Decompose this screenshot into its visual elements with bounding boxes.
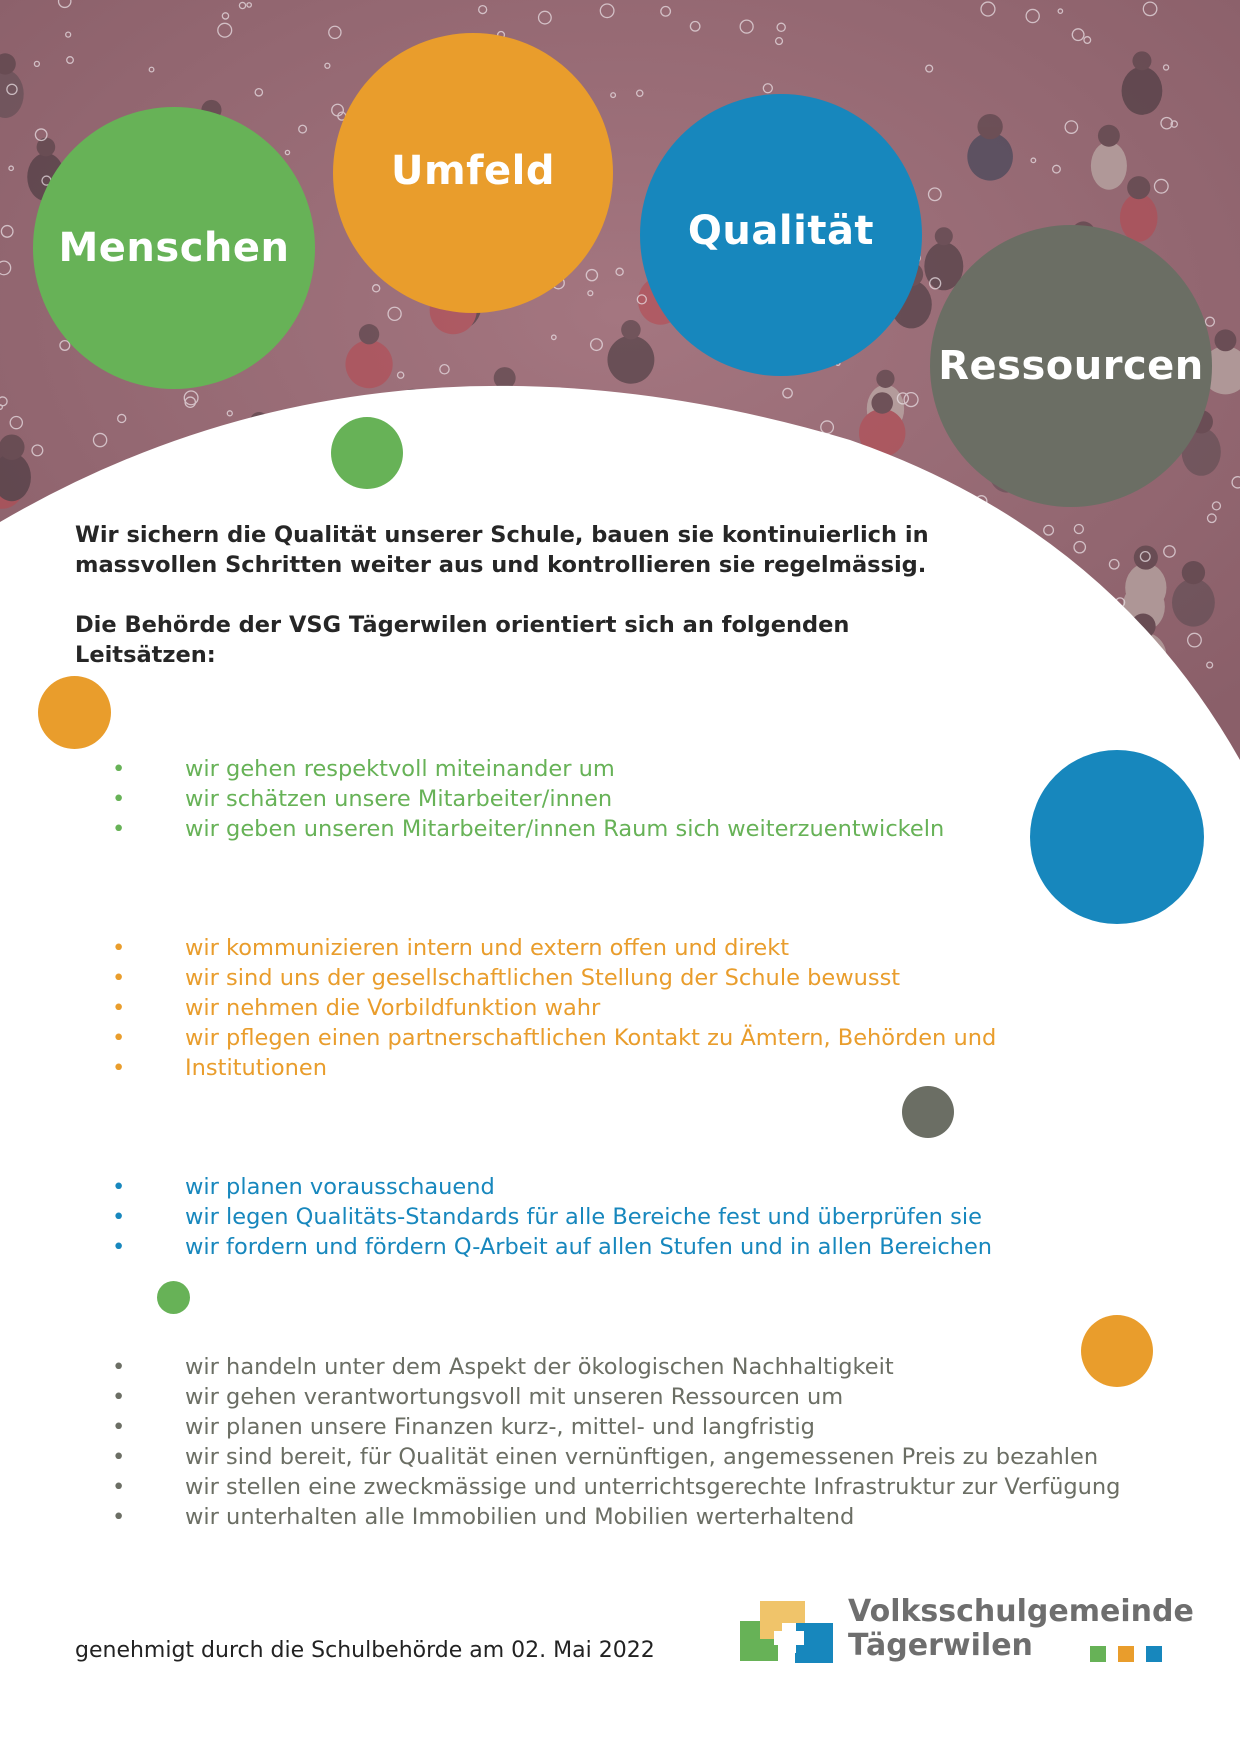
circle-menschen	[33, 107, 315, 389]
list-item-text: wir schätzen unsere Mitarbeiter/innen	[185, 786, 613, 812]
intro-line-1: Wir sichern die Qualität unserer Schule, bauen sie kontinuierlich in	[75, 522, 929, 548]
bullet-icon: •	[112, 786, 126, 812]
decor-dot-green	[331, 417, 403, 489]
list-item	[100, 993, 996, 1023]
list-item	[100, 1412, 1120, 1442]
bullet-icon: •	[112, 1234, 126, 1260]
logo-line-1: Volksschulgemeinde	[848, 1594, 1194, 1629]
bullet-icon: •	[112, 965, 126, 991]
circle-umfeld	[333, 33, 613, 313]
list-item-text: wir sind uns der gesellschaftlichen Stellung der Schule bewusst	[185, 965, 901, 991]
list-item	[100, 1352, 1120, 1382]
logo-mark	[740, 1601, 840, 1671]
ressourcen-list	[100, 1352, 1120, 1532]
intro-line-2: massvollen Schritten weiter aus und kontrollieren sie regelmässig.	[75, 552, 927, 578]
list-item-text: wir unterhalten alle Immobilien und Mobilien werterhaltend	[185, 1504, 855, 1530]
list-item	[100, 1172, 992, 1202]
circle-qualitaet-label: Qualität	[687, 208, 875, 254]
list-item-text: wir kommunizieren intern und extern offen und direkt	[185, 935, 790, 961]
list-item-text: wir gehen respektvoll miteinander um	[185, 756, 615, 782]
list-item	[100, 933, 996, 963]
bullet-icon: •	[112, 1414, 126, 1440]
list-item	[100, 1053, 996, 1083]
list-item	[100, 1472, 1120, 1502]
list-item-text: wir fordern und fördern Q-Arbeit auf allen Stufen und in allen Bereichen	[185, 1234, 993, 1260]
list-item-text: wir gehen verantwortungsvoll mit unseren Ressourcen um	[185, 1384, 844, 1410]
logo	[738, 1594, 1194, 1675]
bullet-icon: •	[112, 1444, 126, 1470]
bullet-icon: •	[112, 1504, 126, 1530]
bullet-icon: •	[112, 1204, 126, 1230]
list-item	[100, 1442, 1120, 1472]
qualitaet-list	[100, 1172, 992, 1262]
umfeld-list	[100, 933, 996, 1083]
list-item-text: wir legen Qualitäts-Standards für alle Bereiche fest und überprüfen sie	[185, 1204, 982, 1230]
bullet-icon: •	[112, 1384, 126, 1410]
list-item-text: wir geben unseren Mitarbeiter/innen Raum sich weiterzuentwickeln	[185, 816, 945, 842]
bullet-icon: •	[112, 1055, 126, 1081]
bullet-icon: •	[112, 1474, 126, 1500]
circle-ressourcen-label: Ressourcen	[938, 343, 1204, 389]
bullet-icon: •	[112, 935, 126, 961]
logo-line-2: Tägerwilen	[848, 1628, 1033, 1663]
circle-menschen-label: Menschen	[58, 225, 290, 271]
menschen-list	[100, 754, 944, 844]
bullet-icon: •	[112, 1354, 126, 1380]
list-item	[100, 1382, 1120, 1412]
approval-note: genehmigt durch die Schulbehörde am 02. Mai 2022	[75, 1638, 655, 1663]
decor-dot-green-small	[157, 1281, 190, 1314]
list-item-text: wir pflegen einen partnerschaftlichen Kontakt zu Ämtern, Behörden und	[185, 1025, 997, 1051]
list-item	[100, 784, 944, 814]
list-item	[100, 1232, 992, 1262]
bullet-icon: •	[112, 1174, 126, 1200]
list-item	[100, 814, 944, 844]
circle-ressourcen	[930, 225, 1212, 507]
circle-qualitaet	[640, 94, 922, 376]
decor-dot-blue	[1030, 750, 1204, 924]
list-item-text: wir sind bereit, für Qualität einen vernünftigen, angemessenen Preis zu bezahlen	[185, 1444, 1099, 1470]
list-item-text: wir handeln unter dem Aspekt der ökologischen Nachhaltigkeit	[185, 1354, 894, 1380]
decor-dot-orange	[38, 676, 111, 749]
intro-line-3: Die Behörde der VSG Tägerwilen orientiert sich an folgenden Leitsätzen:	[75, 612, 850, 668]
list-item	[100, 1023, 996, 1053]
list-item	[100, 1502, 1120, 1532]
list-item	[100, 1202, 992, 1232]
list-item	[100, 963, 996, 993]
bullet-icon: •	[112, 1025, 126, 1051]
intro-text	[75, 520, 975, 670]
bullet-icon: •	[112, 756, 126, 782]
list-item	[100, 754, 944, 784]
list-item-text: wir planen unsere Finanzen kurz-, mittel- und langfristig	[185, 1414, 815, 1440]
circle-umfeld-label: Umfeld	[390, 148, 556, 194]
list-item-text: Institutionen	[185, 1055, 327, 1081]
list-item-text: wir nehmen die Vorbildfunktion wahr	[185, 995, 601, 1021]
list-item-text: wir planen vorausschauend	[185, 1174, 495, 1200]
logo-squares	[1090, 1646, 1162, 1662]
list-item-text: wir stellen eine zweckmässige und unterrichtsgerechte Infrastruktur zur Verfügung	[185, 1474, 1121, 1500]
bullet-icon: •	[112, 816, 126, 842]
decor-dot-gray	[902, 1086, 954, 1138]
bullet-icon: •	[112, 995, 126, 1021]
